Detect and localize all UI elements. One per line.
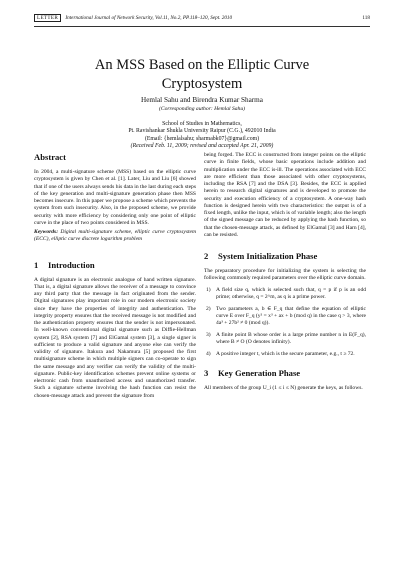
- abstract-text: In 2004, a multi-signature scheme (MSS) based on the elliptic curve cryptosystem is given by Chen et al. [1]. Later, Liu and Liu [6] showed that if one of the users always sends his data in the last during each steps of the key generation and multi-signature generation phase then MSS becomes insecure. In this paper we propose a scheme which prevents the system from such insecurity. Also, in the proposed scheme, we provide security with more efficiency by considering only one point of elliptic curve in the place of two points considered in MSS.: [34, 169, 196, 226]
- list-item: 2) Two parameters a, b ∈ F_q that define the equation of elliptic curve E over F_q (y² = x³ + ax + b (mod q) in the case q > 3, where 4a³ + 27b² ≠ 0 (mod q)).: [206, 305, 366, 326]
- intro-number: 1: [34, 259, 39, 270]
- header-rule: [34, 26, 370, 27]
- right-column: [204, 152, 366, 394]
- author-email: (Email: {hemlalsahu; sharmabk07}@gmail.com): [144, 135, 260, 142]
- left-column: [34, 152, 196, 402]
- abstract-heading: Abstract: [34, 152, 66, 162]
- affiliation-university: Pt. Ravishankar Shukla University Raipur (C.G.), 492010 India: [128, 128, 276, 135]
- keywords-label: Keywords:: [34, 229, 59, 235]
- authors: Hemlal Sahu and Birendra Kumar Sharma: [141, 96, 263, 104]
- keywords: [34, 229, 196, 244]
- journal-citation: International Journal of Network Security, Vol.11, No.2, PP.118–120, Sept. 2010: [65, 15, 233, 21]
- system-init-intro: The preparatory procedure for initializing the system is selecting the following commonly required parameters over the elliptic curve domain.: [204, 268, 366, 282]
- page-number: 118: [362, 15, 370, 21]
- keywords-text: Digital multi-signature scheme, elliptic curve cryptosystem (ECC), elliptic curve discrete logarithm problem: [34, 229, 196, 243]
- intro-title: Introduction: [48, 259, 95, 270]
- received-dates: (Received Feb. 11, 2009; revised and accepted Apr. 21, 2009): [130, 143, 274, 150]
- list-item: 3) A finite point B whose order is a large prime number n in E(F_q), where B ≠ O (O denotes infinity).: [206, 331, 366, 345]
- list-item: 4) A positive integer t, which is the secure parameter, e.g., t ≥ 72.: [206, 350, 355, 357]
- title-line-1: An MSS Based on the Elliptic Curve: [94, 57, 310, 73]
- affiliation: [34, 121, 370, 151]
- intro-continued-text: being forged. The ECC is constructed from integer points on the elliptic curve in finite fields, whose basic operations include addition and multiplication under the ECC is-ill. The operations associated with ECC are more efficient than those associated with other cryptosystems, including the RSA [7] and the DSA [3]. Besides, the ECC is applied herein to research digital signatures and is developed to promote the security and execution efficiency of a cryptosystem. A one-way hash function is designed herein with two characteristics: the output is of a fixed length, unlike the input, which is of variable length; also the length of the signed message can be reduced by applying the hash function, so that the chosen-message attack, as defined by ElGamal [3] and Harn [4], can be resisted.: [204, 152, 366, 238]
- corresponding-author: (Corresponding author: Hemlal Sahu): [158, 106, 246, 112]
- title-line-2: Cryptosystem: [161, 76, 243, 92]
- system-init-number: 2: [204, 251, 209, 261]
- parameter-list: [204, 287, 366, 359]
- intro-heading: [34, 260, 196, 271]
- key-gen-title: Key Generation Phase: [218, 368, 301, 378]
- key-gen-number: 3: [204, 368, 209, 378]
- affiliation-school: School of Studies in Mathematics,: [162, 121, 242, 127]
- list-item: 1) A field size q, which is selected such that, q = p if p is an odd prime; otherwise, q = 2^m, as q is a prime power.: [206, 286, 366, 300]
- letter-tag: LETTER: [34, 14, 61, 22]
- system-init-title: System Initialization Phase: [218, 251, 318, 261]
- key-gen-heading: [204, 368, 366, 379]
- paper-title: [34, 56, 370, 94]
- key-gen-text: All members of the group U_i (1 ≤ i ≤ N) generate the keys, as follows.: [204, 385, 363, 391]
- intro-text: A digital signature is an electronic analogue of hand written signature. That is, a digital signature allows the receiver of a message to convince any third party that the message in fact originated from the sender. Digital signatures play important role in our modern electronic society since they have the properties of integrity and authentication. The integrity property ensures that the received message is not modified and the authentication property ensures that the sender is not impersonated. In well-known conventional digital signature such as Diffie-Hellman system [2], RSA system [7] and ElGamal system [3], a single signer is sufficient to produce a valid signature and anyone else can verify the validity of signature. Itakura and Nakamura [5] proposed the first multisignature scheme in which multiple signers can co-operate to sign the same message and any verifier can verify the validity of the multi-signature. Public-key identification schemes prevent online systems or electronic cash from unauthorized access and unauthorized transfer. Such a signature scheme involving the hash function can resist the chosen-message attack and prevent the signature from: [34, 276, 196, 399]
- system-init-heading: [204, 251, 366, 262]
